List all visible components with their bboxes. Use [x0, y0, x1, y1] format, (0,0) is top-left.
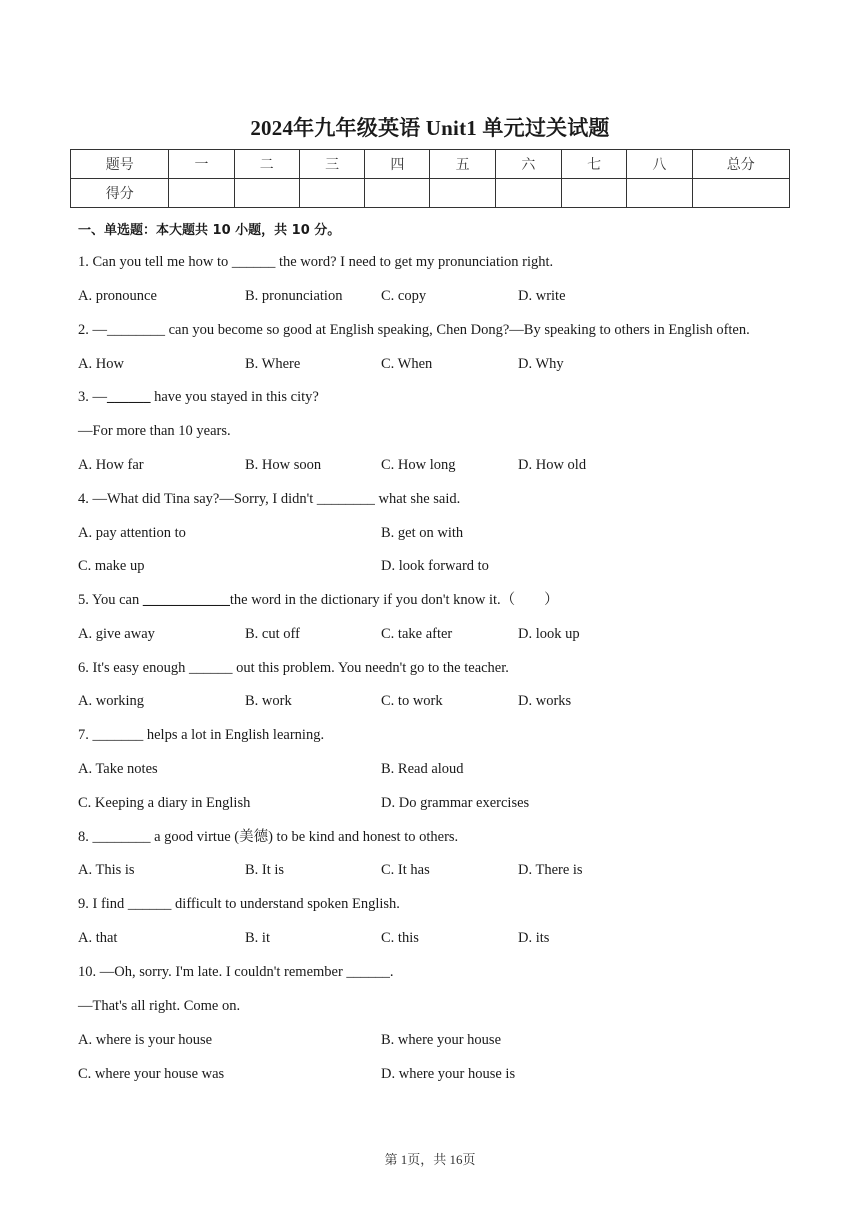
score-cell [299, 179, 364, 208]
option-d: D. look forward to [381, 558, 489, 574]
option-a: A. give away [78, 626, 155, 642]
option-c: C. where your house was [78, 1066, 225, 1082]
answer-blank: ______ [107, 389, 151, 405]
option-a: A. pronounce [78, 288, 157, 304]
option-d: D. Why [518, 356, 564, 372]
stem-text: the word in the dictionary if you don't know it.（ ） [229, 592, 559, 608]
table-cell: 八 [627, 150, 692, 179]
stem-text: have you stayed in this city? [150, 389, 319, 405]
option-a: A. How [78, 356, 124, 372]
option-c: C. How long [381, 457, 456, 473]
option-d: D. its [518, 930, 550, 946]
option-a: A. that [78, 930, 118, 946]
option-b: B. cut off [245, 626, 300, 642]
option-c: C. It has [381, 862, 430, 878]
score-table-header-row [71, 150, 790, 179]
score-table [70, 149, 790, 208]
table-cell: 六 [495, 150, 561, 179]
question-reply: —That's all right. Come on. [78, 998, 241, 1014]
option-c: C. this [381, 930, 419, 946]
question-stem: 6. It's easy enough ______ out this problem. You needn't go to the teacher. [78, 660, 509, 676]
option-b: B. get on with [381, 525, 464, 541]
option-d: D. where your house is [381, 1066, 516, 1082]
table-cell: 二 [234, 150, 299, 179]
option-b: B. Where [245, 356, 301, 372]
question-stem [78, 591, 559, 609]
option-d: D. There is [518, 862, 583, 878]
page-footer: 第 1页，共 16页 [384, 1152, 476, 1167]
question-stem: 10. —Oh, sorry. I'm late. I couldn't remember ______. [78, 964, 394, 980]
table-cell: 总分 [692, 150, 789, 179]
question-stem: 9. I find ______ difficult to understand spoken English. [78, 896, 400, 912]
table-cell: 七 [562, 150, 627, 179]
option-a: A. working [78, 693, 145, 709]
stem-text: 3. — [78, 389, 107, 405]
score-table-score-row [71, 179, 790, 208]
option-b: B. where your house [381, 1032, 502, 1048]
stem-text: 5. You can [78, 592, 143, 608]
option-d: D. look up [518, 626, 580, 642]
option-d: D. works [518, 693, 572, 709]
answer-blank: ____________ [142, 592, 230, 608]
option-c: C. copy [381, 288, 427, 304]
score-cell [495, 179, 561, 208]
score-cell [627, 179, 692, 208]
option-b: B. Read aloud [381, 761, 464, 777]
table-cell: 四 [365, 150, 430, 179]
score-cell [692, 179, 789, 208]
option-b: B. work [245, 693, 292, 709]
question-stem: 1. Can you tell me how to ______ the word? I need to get my pronunciation right. [78, 254, 554, 270]
question-stem: 8. ________ a good virtue (美德) to be kind and honest to others. [78, 829, 459, 845]
option-b: B. It is [245, 862, 285, 878]
question-stem: 4. —What did Tina say?—Sorry, I didn't ________ what she said. [78, 491, 461, 507]
question-stem [78, 388, 319, 406]
option-d: D. How old [518, 457, 587, 473]
score-cell [234, 179, 299, 208]
option-a: A. where is your house [78, 1032, 213, 1048]
option-a: A. This is [78, 862, 135, 878]
option-c: C. When [381, 356, 433, 372]
score-cell [365, 179, 430, 208]
table-cell: 题号 [71, 150, 169, 179]
option-a: A. How far [78, 457, 144, 473]
option-c: C. Keeping a diary in English [78, 795, 251, 811]
table-cell: 一 [169, 150, 234, 179]
option-c: C. to work [381, 693, 443, 709]
option-b: B. it [245, 930, 270, 946]
option-b: B. pronunciation [245, 288, 343, 304]
question-stem: 2. —________ can you become so good at English speaking, Chen Dong?—By speaking to others in English often. [78, 322, 750, 338]
option-d: D. write [518, 288, 566, 304]
question-stem: 7. _______ helps a lot in English learning. [78, 727, 325, 743]
table-cell: 三 [299, 150, 364, 179]
section-heading: 一、单选题：本大题共 10 小题，共 10 分。 [78, 223, 341, 238]
option-a: A. pay attention to [78, 525, 186, 541]
option-d: D. Do grammar exercises [381, 795, 530, 811]
score-cell [169, 179, 234, 208]
question-reply: —For more than 10 years. [78, 423, 231, 439]
table-cell: 五 [430, 150, 495, 179]
table-cell: 得分 [71, 179, 169, 208]
option-c: C. take after [381, 626, 453, 642]
score-cell [430, 179, 495, 208]
option-c: C. make up [78, 558, 145, 574]
option-b: B. How soon [245, 457, 322, 473]
score-cell [562, 179, 627, 208]
option-a: A. Take notes [78, 761, 158, 777]
page-title: 2024年九年级英语 Unit1 单元过关试题 [250, 116, 610, 140]
